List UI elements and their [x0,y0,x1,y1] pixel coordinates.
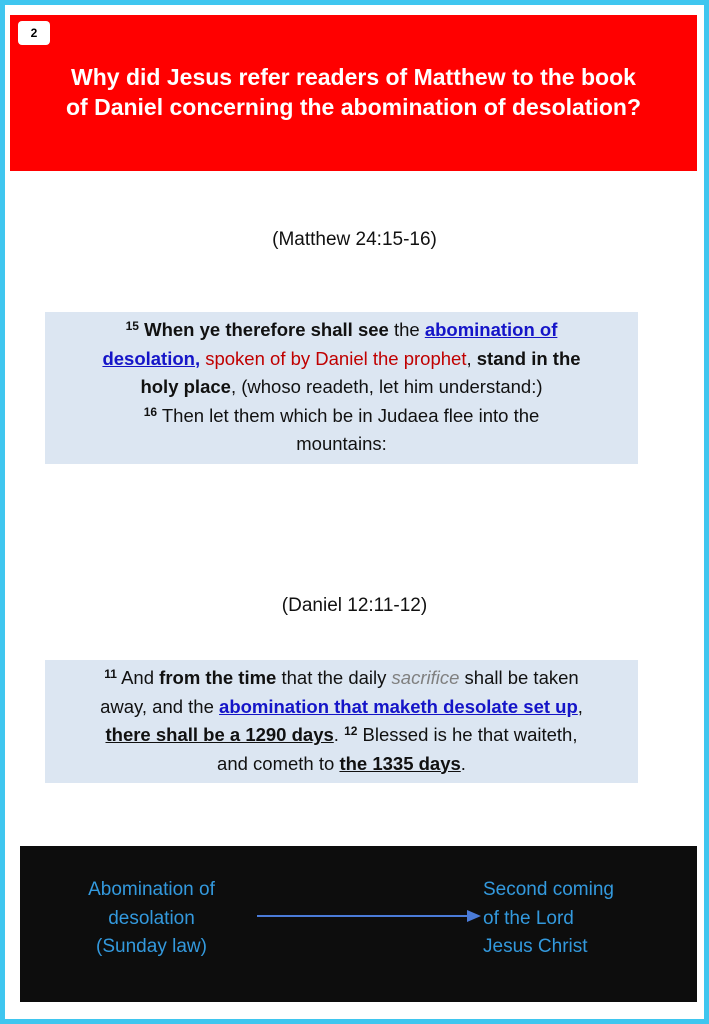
verse-line [55,693,628,722]
1335-days-text: the 1335 days [339,752,461,774]
header-banner [10,15,697,171]
abomination-link[interactable]: abomination of [424,319,558,340]
verse-text: , [466,347,477,369]
right-arrow-icon [257,908,482,924]
verse-line [55,721,628,750]
verse-line [55,750,628,779]
verse-text: , (whoso readeth, let him understand:) [230,376,543,397]
label-line: Abomination of [88,879,215,900]
matthew-reference: (Matthew 24:15-16) [272,229,437,250]
abomination-label [74,876,229,962]
verse-text: the [388,319,425,340]
verse-text: And [116,667,160,688]
verse-number-15: 15 [125,319,139,333]
label-line: (Sunday law) [96,936,207,957]
verse-text: and cometh to [217,752,340,774]
verse-text: that the daily [276,667,392,688]
matthew-verse-box [45,312,638,464]
verse-text: Blessed is he that waiteth, [357,724,578,745]
verse-text: mountains: [296,433,387,454]
daniel-prophet-text: spoken of by Daniel the prophet [200,347,467,369]
label-line: Second coming [483,879,614,900]
verse-text-bold: When ye therefore shall see [144,319,389,340]
verse-line [55,664,628,693]
verse-number-16: 16 [143,404,158,419]
1290-days-text: there shall be a 1290 days [105,724,334,745]
desolation-link[interactable]: desolation, [102,347,201,369]
slide-number-badge: 2 [18,21,50,45]
label-line: of the Lord [483,907,574,929]
verse-text-bold: from the time [159,667,277,688]
verse-text: away, and the [100,695,220,717]
verse-text: , [577,695,583,717]
verse-text: Then let them which be in Judaea flee into the [157,404,540,426]
daniel-reference: (Daniel 12:11-12) [281,595,428,616]
daniel-verse-box [45,660,638,783]
verse-text: . [460,752,466,774]
label-line: Jesus Christ [483,936,588,957]
timeline-panel [20,846,697,1002]
verse-line [55,402,628,431]
verse-text-bold: stand in the [476,347,581,369]
verse-number-12: 12 [344,724,358,738]
second-coming-label [483,876,653,962]
verse-text: shall be taken [459,667,579,688]
verse-line [55,316,628,345]
title-line-2: of Daniel concerning the abomination of desolation? [65,94,642,120]
verse-line [55,373,628,402]
verse-text: . [333,724,345,745]
verse-line [55,430,628,459]
title-line-1: Why did Jesus refer readers of Matthew to the book [71,64,636,90]
label-line: desolation [108,907,195,929]
verse-line [55,345,628,374]
verse-text-bold: holy place [140,376,231,397]
verse-number-11: 11 [104,667,117,681]
sacrifice-italic: sacrifice [391,667,460,688]
abomination-set-up-link[interactable]: abomination that maketh desolate set up [219,695,578,717]
page-title [10,62,697,122]
